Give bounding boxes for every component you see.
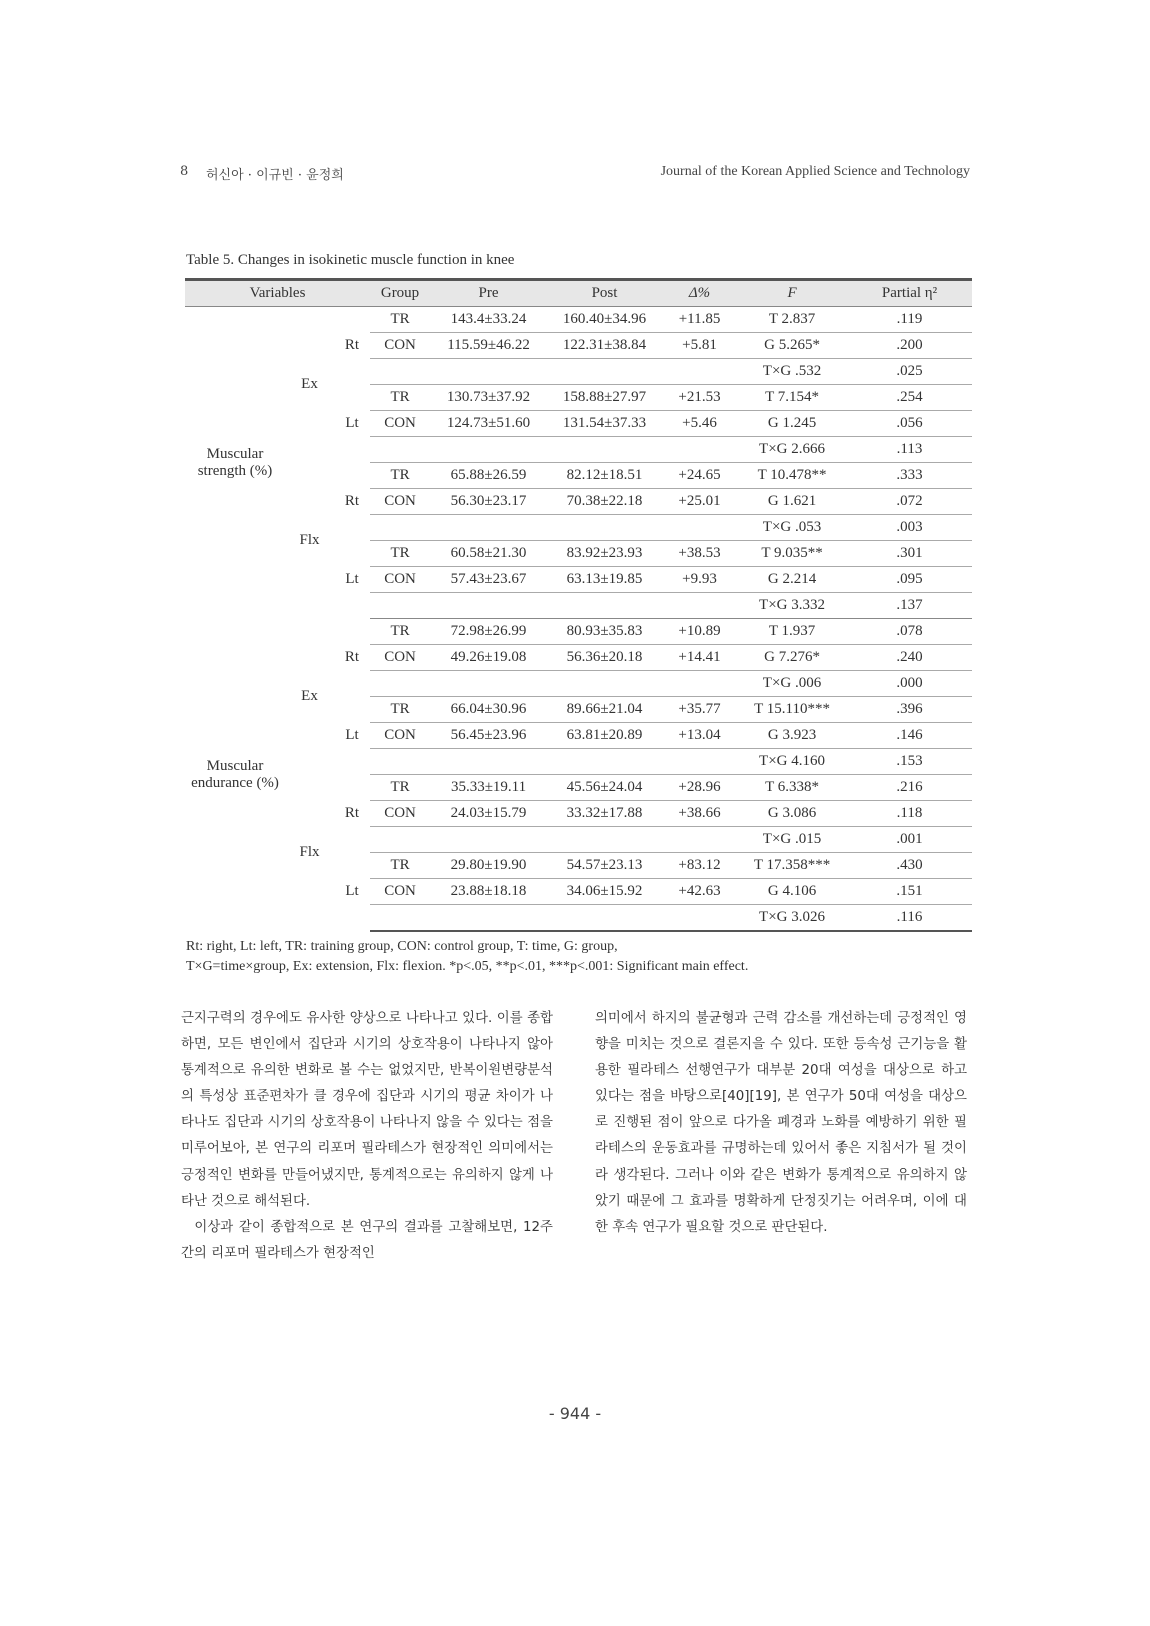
group-cell — [370, 749, 430, 775]
delta-cell — [662, 671, 737, 697]
post-cell: 158.88±27.97 — [547, 385, 662, 411]
group-cell — [370, 905, 430, 932]
group-cell: TR — [370, 775, 430, 801]
post-cell — [547, 749, 662, 775]
pre-cell: 130.73±37.92 — [430, 385, 547, 411]
f-cell: T×G .015 — [737, 827, 847, 853]
table-row — [185, 463, 972, 489]
post-cell — [547, 359, 662, 385]
pre-cell: 66.04±30.96 — [430, 697, 547, 723]
group-cell: CON — [370, 489, 430, 515]
eta-cell: .116 — [847, 905, 972, 932]
delta-cell: +9.93 — [662, 567, 737, 593]
group-cell — [370, 671, 430, 697]
side-label: Rt — [344, 649, 360, 665]
table-body — [185, 307, 972, 932]
body-column-left — [181, 1006, 553, 1267]
pre-cell: 124.73±51.60 — [430, 411, 547, 437]
f-cell: G 5.265* — [737, 333, 847, 359]
eta-cell: .151 — [847, 879, 972, 905]
group-cell: CON — [370, 645, 430, 671]
movement-label: Ex — [301, 688, 318, 704]
col-header: Pre — [430, 280, 547, 307]
eta-cell: .137 — [847, 593, 972, 619]
eta-cell: .301 — [847, 541, 972, 567]
page-folio: - 944 - — [548, 1404, 602, 1423]
side-label: Rt — [344, 493, 360, 509]
delta-cell: +5.81 — [662, 333, 737, 359]
table-caption: Table 5. Changes in isokinetic muscle function in knee — [186, 252, 515, 268]
pre-cell: 24.03±15.79 — [430, 801, 547, 827]
eta-cell: .003 — [847, 515, 972, 541]
group-cell: TR — [370, 385, 430, 411]
eta-cell: .119 — [847, 307, 972, 333]
delta-cell — [662, 593, 737, 619]
delta-cell — [662, 515, 737, 541]
pre-cell — [430, 437, 547, 463]
eta-cell: .025 — [847, 359, 972, 385]
f-cell: T×G .006 — [737, 671, 847, 697]
post-cell: 63.81±20.89 — [547, 723, 662, 749]
post-cell: 89.66±21.04 — [547, 697, 662, 723]
col-header: Post — [547, 280, 662, 307]
post-cell: 131.54±37.33 — [547, 411, 662, 437]
eta-cell: .001 — [847, 827, 972, 853]
group-cell: CON — [370, 723, 430, 749]
table-note: Rt: right, Lt: left, TR: training group, CON: control group, T: time, G: group, — [186, 939, 618, 954]
col-header: Δ% — [662, 280, 737, 307]
delta-cell: +11.85 — [662, 307, 737, 333]
side-label: Lt — [345, 727, 359, 743]
post-cell: 54.57±23.13 — [547, 853, 662, 879]
group-cell: TR — [370, 541, 430, 567]
col-header: Group — [370, 280, 430, 307]
table-header-row — [185, 280, 972, 307]
eta-cell: .072 — [847, 489, 972, 515]
pre-cell: 23.88±18.18 — [430, 879, 547, 905]
group-cell: CON — [370, 801, 430, 827]
pre-cell: 72.98±26.99 — [430, 619, 547, 645]
group-cell: CON — [370, 567, 430, 593]
pre-cell — [430, 593, 547, 619]
delta-cell — [662, 359, 737, 385]
paragraph: 이상과 같이 종합적으로 본 연구의 결과를 고찰해보면, 12주간의 리포머 필라테스가 현장적인 — [181, 1219, 553, 1261]
f-cell: T×G 4.160 — [737, 749, 847, 775]
table-notes — [186, 937, 986, 977]
table-row — [185, 307, 972, 333]
delta-cell — [662, 905, 737, 932]
pre-cell: 49.26±19.08 — [430, 645, 547, 671]
page-number: 8 — [180, 164, 189, 179]
eta-cell: .056 — [847, 411, 972, 437]
group-cell: CON — [370, 879, 430, 905]
eta-cell: .254 — [847, 385, 972, 411]
pre-cell — [430, 749, 547, 775]
eta-cell: .000 — [847, 671, 972, 697]
pre-cell: 29.80±19.90 — [430, 853, 547, 879]
paragraph: 근지구력의 경우에도 유사한 양상으로 나타나고 있다. 이를 종합하면, 모든 변인에서 집단과 시기의 상호작용이 나타나지 않아 통계적으로 유의한 변화로 볼 수는 없었지만, 반복이원변량분석의 특성상 표준편차가 클 경우에 집단과 시기의 평균 차이가 나타나도 집단과 시기의 상호작용이 나타나지 않을 수 있다는 점을 미루어보아, 본 연구의 리포머 필라테스가 현장적인 의미에서는 긍정적인 변화를 만들어냈지만, 통계적으로는 유의하지 않게 나타난 것으로 해석된다. — [181, 1011, 553, 1209]
f-cell: T×G .053 — [737, 515, 847, 541]
f-cell: T×G 3.332 — [737, 593, 847, 619]
side-label: Lt — [345, 415, 359, 431]
group-cell — [370, 593, 430, 619]
eta-cell: .333 — [847, 463, 972, 489]
group-cell: TR — [370, 697, 430, 723]
side-label: Lt — [345, 571, 359, 587]
variable-label: Muscular endurance (%) — [191, 757, 279, 791]
col-header: Partial η² — [847, 280, 972, 307]
group-cell: TR — [370, 853, 430, 879]
pre-cell: 56.30±23.17 — [430, 489, 547, 515]
delta-cell — [662, 827, 737, 853]
table-note: T×G=time×group, Ex: extension, Flx: flexion. *p<.05, **p<.01, ***p<.001: Significant main effect. — [186, 959, 749, 974]
post-cell: 160.40±34.96 — [547, 307, 662, 333]
pre-cell — [430, 671, 547, 697]
post-cell: 63.13±19.85 — [547, 567, 662, 593]
pre-cell: 143.4±33.24 — [430, 307, 547, 333]
delta-cell: +10.89 — [662, 619, 737, 645]
results-table — [185, 278, 972, 932]
post-cell — [547, 671, 662, 697]
f-cell: T×G 3.026 — [737, 905, 847, 932]
f-cell: T×G .532 — [737, 359, 847, 385]
post-cell — [547, 515, 662, 541]
col-header: F — [737, 280, 847, 307]
pre-cell — [430, 515, 547, 541]
post-cell: 82.12±18.51 — [547, 463, 662, 489]
eta-cell: .430 — [847, 853, 972, 879]
pre-cell — [430, 359, 547, 385]
pre-cell: 115.59±46.22 — [430, 333, 547, 359]
f-cell: T 15.110*** — [737, 697, 847, 723]
f-cell: G 3.086 — [737, 801, 847, 827]
movement-label: Flx — [299, 844, 320, 861]
post-cell: 34.06±15.92 — [547, 879, 662, 905]
group-cell: TR — [370, 619, 430, 645]
side-label: Rt — [344, 805, 360, 821]
post-cell: 33.32±17.88 — [547, 801, 662, 827]
paragraph: 의미에서 하지의 불균형과 근력 감소를 개선하는데 긍정적인 영향을 미치는 것으로 결론지을 수 있다. 또한 등속성 근기능을 활용한 필라테스 선행연구가 대부분 20대 여성을 대상으로 하고 있다는 점을 바탕으로[40][19], 본 연구가 50대 여성을 대상으로 진행된 점이 앞으로 다가올 폐경과 노화를 예방하기 위한 필라테스의 운동효과를 규명하는데 있어서 좋은 지침서가 될 것이라 생각된다. 그러나 이와 같은 변화가 통계적으로 유의하지 않았기 때문에 그 효과를 명확하게 단정짓기는 어려우며, 이에 대한 후속 연구가 필요할 것으로 판단된다. — [595, 1011, 967, 1235]
movement-label: Flx — [299, 532, 320, 548]
f-cell: T 2.837 — [737, 307, 847, 333]
eta-cell: .078 — [847, 619, 972, 645]
f-cell: G 7.276* — [737, 645, 847, 671]
f-cell: T 1.937 — [737, 619, 847, 645]
delta-cell — [662, 749, 737, 775]
delta-cell: +14.41 — [662, 645, 737, 671]
pre-cell — [430, 905, 547, 932]
body-column-right — [595, 1006, 967, 1241]
delta-cell: +42.63 — [662, 879, 737, 905]
eta-cell: .216 — [847, 775, 972, 801]
pre-cell — [430, 827, 547, 853]
group-cell: CON — [370, 333, 430, 359]
delta-cell: +38.66 — [662, 801, 737, 827]
post-cell: 56.36±20.18 — [547, 645, 662, 671]
eta-cell: .095 — [847, 567, 972, 593]
f-cell: G 2.214 — [737, 567, 847, 593]
side-label: Lt — [345, 883, 359, 900]
delta-cell: +83.12 — [662, 853, 737, 879]
f-cell: G 4.106 — [737, 879, 847, 905]
post-cell — [547, 905, 662, 932]
group-cell: TR — [370, 463, 430, 489]
pre-cell: 57.43±23.67 — [430, 567, 547, 593]
delta-cell: +24.65 — [662, 463, 737, 489]
group-cell — [370, 515, 430, 541]
f-cell: T×G 2.666 — [737, 437, 847, 463]
eta-cell: .146 — [847, 723, 972, 749]
f-cell: G 3.923 — [737, 723, 847, 749]
delta-cell: +28.96 — [662, 775, 737, 801]
post-cell — [547, 437, 662, 463]
group-cell: CON — [370, 411, 430, 437]
f-cell: T 10.478** — [737, 463, 847, 489]
side-label: Rt — [344, 337, 360, 354]
f-cell: T 9.035** — [737, 541, 847, 567]
f-cell: T 6.338* — [737, 775, 847, 801]
eta-cell: .113 — [847, 437, 972, 463]
group-cell: TR — [370, 307, 430, 333]
group-cell — [370, 359, 430, 385]
f-cell: T 7.154* — [737, 385, 847, 411]
authors: 허신아 · 이규빈 · 윤정희 — [206, 168, 344, 183]
eta-cell: .240 — [847, 645, 972, 671]
pre-cell: 60.58±21.30 — [430, 541, 547, 567]
pre-cell: 65.88±26.59 — [430, 463, 547, 489]
delta-cell: +38.53 — [662, 541, 737, 567]
post-cell — [547, 593, 662, 619]
post-cell: 70.38±22.18 — [547, 489, 662, 515]
post-cell: 45.56±24.04 — [547, 775, 662, 801]
col-header: Variables — [185, 280, 370, 307]
eta-cell: .153 — [847, 749, 972, 775]
group-cell — [370, 437, 430, 463]
f-cell: G 1.621 — [737, 489, 847, 515]
post-cell: 122.31±38.84 — [547, 333, 662, 359]
delta-cell: +35.77 — [662, 697, 737, 723]
variable-label: Muscular strength (%) — [197, 445, 273, 479]
table-row — [185, 619, 972, 645]
f-cell: T 17.358*** — [737, 853, 847, 879]
pre-cell: 56.45±23.96 — [430, 723, 547, 749]
delta-cell: +13.04 — [662, 723, 737, 749]
movement-label: Ex — [301, 376, 318, 393]
running-header — [180, 160, 970, 184]
eta-cell: .396 — [847, 697, 972, 723]
f-cell: G 1.245 — [737, 411, 847, 437]
post-cell: 80.93±35.83 — [547, 619, 662, 645]
post-cell — [547, 827, 662, 853]
group-cell — [370, 827, 430, 853]
pre-cell: 35.33±19.11 — [430, 775, 547, 801]
journal-title: Journal of the Korean Applied Science and Technology — [660, 164, 970, 179]
delta-cell: +5.46 — [662, 411, 737, 437]
eta-cell: .200 — [847, 333, 972, 359]
post-cell: 83.92±23.93 — [547, 541, 662, 567]
table-row — [185, 775, 972, 801]
eta-cell: .118 — [847, 801, 972, 827]
delta-cell: +25.01 — [662, 489, 737, 515]
delta-cell: +21.53 — [662, 385, 737, 411]
delta-cell — [662, 437, 737, 463]
